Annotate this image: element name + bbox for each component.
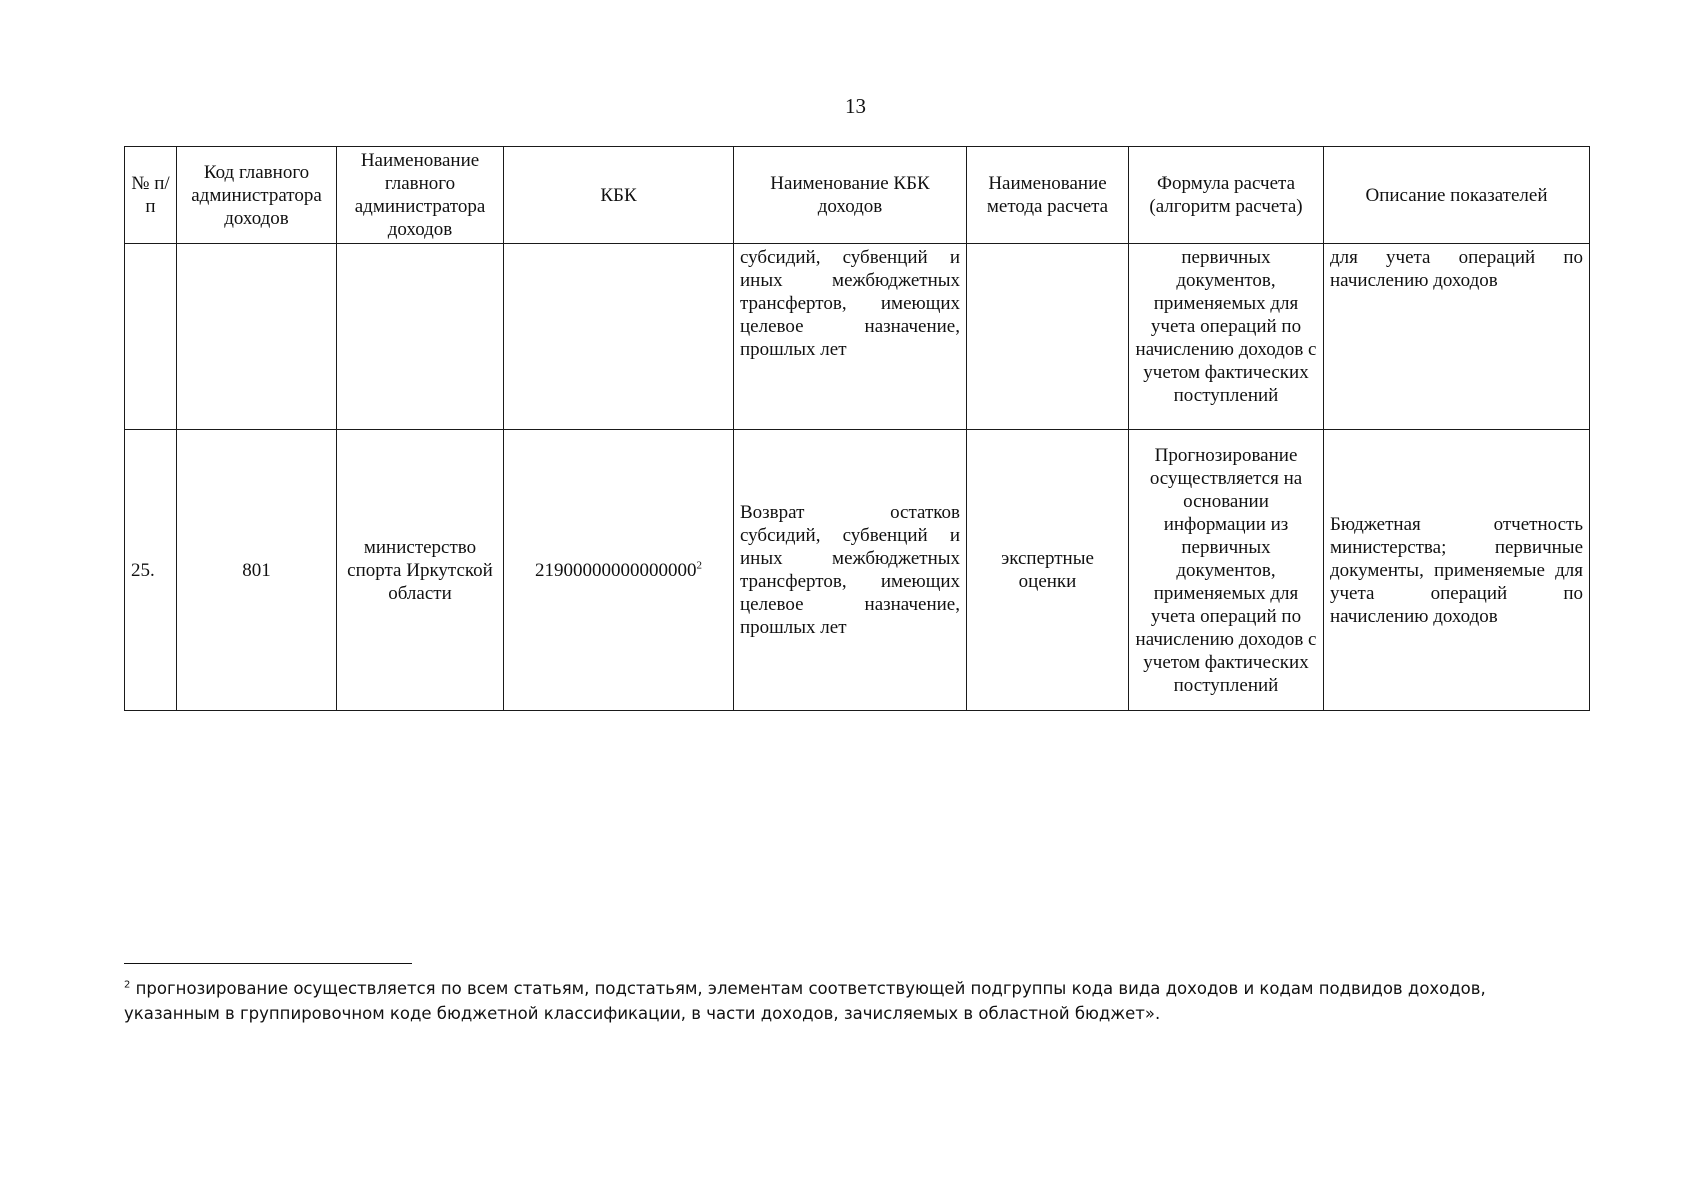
footnote-ref: 2 [696,559,702,572]
header-num: № п/п [125,147,177,244]
cell-formula: первичных документов, применяемых для учета операций по начислению доходов с учетом фактических поступлений [1129,244,1324,430]
cell-kbk-name: Возврат остатков субсидий, субвенций и иных межбюджетных трансфертов, имеющих целевое назначение, прошлых лет [734,430,967,711]
cell-admin-name: министерство спорта Иркутской области [337,430,504,711]
footnote [124,976,1584,1026]
footnote-text: прогнозирование осуществляется по всем статьям, подстатьям, элементам соответствующей подгруппы кода вида доходов и кодам подвидов доходов, указанным в группировочном коде бюджетной классификации, в части доходов, зачисляемых в областной бюджет». [124,979,1486,1023]
header-method: Наименование метода расчета [967,147,1129,244]
table-row-continued [125,244,1590,430]
cell-method [967,244,1129,430]
cell-description: для учета операций по начислению доходов [1324,244,1590,430]
cell-admin-code [177,244,337,430]
page-number: 13 [845,94,866,118]
cell-method: экспертные оценки [967,430,1129,711]
cell-num: 25. [125,430,177,711]
header-admin-name: Наименование главного администратора доходов [337,147,504,244]
cell-num [125,244,177,430]
header-kbk-name: Наименование КБК доходов [734,147,967,244]
table-row-25 [125,430,1590,711]
cell-admin-code: 801 [177,430,337,711]
header-description: Описание показателей [1324,147,1590,244]
header-kbk: КБК [504,147,734,244]
footnote-divider [124,963,412,964]
table-header-row [125,147,1590,244]
cell-kbk [504,244,734,430]
header-formula: Формула расчета (алгоритм расчета) [1129,147,1324,244]
revenue-forecast-table [124,146,1590,711]
cell-kbk-name: субсидий, субвенций и иных межбюджетных трансфертов, имеющих целевое назначение, прошлых лет [734,244,967,430]
cell-description: Бюджетная отчетность министерства; первичные документы, применяемые для учета операций по начислению доходов [1324,430,1590,711]
footnote-marker: 2 [124,979,131,991]
kbk-code: 21900000000000000 [535,559,697,581]
cell-kbk [504,430,734,711]
header-admin-code: Код главного администратора доходов [177,147,337,244]
cell-admin-name [337,244,504,430]
cell-formula: Прогнозирование осуществляется на основании информации из первичных документов, применяемых для учета операций по начислению доходов с учетом фактических поступлений [1129,430,1324,711]
